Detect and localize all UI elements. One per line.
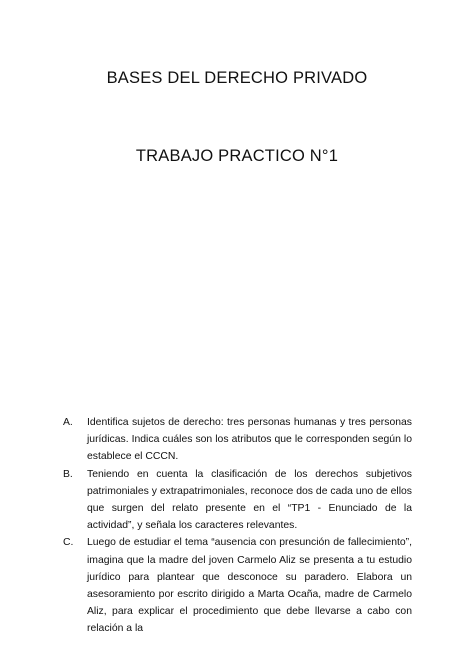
question-item-b xyxy=(63,466,412,535)
question-text: Luego de estudiar el tema “ausencia con presunción de fallecimiento”, imagina que la madre del joven Carmelo Aliz se presenta a tu estudio jurídico para plantear que desconoce su paradero. Elabora un asesoramiento por escrito dirigido a Marta Ocaña, madre de Carmelo Aliz, para explicar el procedimiento que debe llevarse a cabo con relación a la xyxy=(87,537,412,635)
question-marker: B. xyxy=(63,468,73,480)
question-text: Identifica sujetos de derecho: tres personas humanas y tres personas jurídicas. Indica cuáles son los atributos que le corresponden según lo establece el CCCN. xyxy=(87,417,412,463)
question-marker: A. xyxy=(63,417,73,428)
document-subtitle: TRABAJO PRACTICO N°1 xyxy=(135,147,339,165)
question-item-c xyxy=(63,534,412,637)
question-list xyxy=(63,414,412,638)
question-item-a xyxy=(63,414,412,466)
question-text: Teniendo en cuenta la clasificación de los derechos subjetivos patrimoniales y extrapatrimoniales, reconoce dos de cada uno de ellos que surgen del relato presente en el “TP1 - Enunciado de la actividad”, y señala los caracteres relevantes. xyxy=(87,468,412,532)
question-marker: C. xyxy=(63,537,74,549)
document-title: BASES DEL DERECHO PRIVADO xyxy=(106,69,368,87)
